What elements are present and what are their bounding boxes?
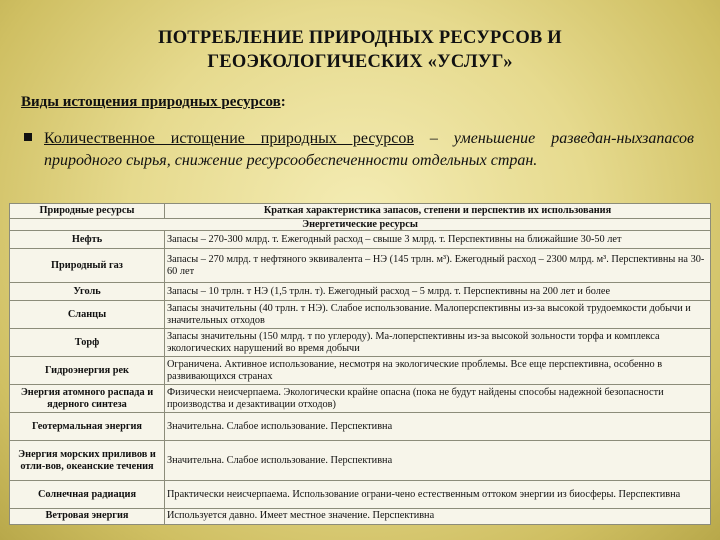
resource-name: Энергия морских приливов и отли-вов, океанские течения <box>10 441 165 481</box>
table-row <box>10 301 711 329</box>
subtitle-colon: : <box>280 94 286 110</box>
resource-description: Используется давно. Имеет местное значение. Перспективна <box>165 509 711 524</box>
resource-name: Ветровая энергия <box>10 509 165 524</box>
table-row <box>10 329 711 357</box>
resource-description: Ограничена. Активное использование, несмотря на экологические проблемы. Все еще перспективна, особенно в развивающихся странах <box>165 357 711 385</box>
resource-name: Солнечная радиация <box>10 481 165 509</box>
bullet-term: Количественное истощение природных ресурсов <box>44 130 414 147</box>
resource-description: Запасы значительны (150 млрд. т по углероду). Ма-лоперспективны из-за высокой зольности торфа и комплекса экологических нарушений во время добычи <box>165 329 711 357</box>
square-bullet-icon <box>24 133 32 141</box>
resource-name: Природный газ <box>10 249 165 283</box>
table-row <box>10 385 711 413</box>
table-row <box>10 481 711 509</box>
table-row <box>10 413 711 441</box>
resource-name: Энергия атомного распада и ядерного синтеза <box>10 385 165 413</box>
header-description: Краткая характеристика запасов, степени и перспектив их использования <box>165 204 711 219</box>
bullet-point <box>24 128 694 172</box>
resource-description: Запасы – 270-300 млрд. т. Ежегодный расход – свыше 3 млрд. т. Перспективны на ближайшие 30-50 лет <box>165 231 711 249</box>
resource-name: Гидроэнергия рек <box>10 357 165 385</box>
slide-subtitle <box>21 93 286 111</box>
table-header-row <box>10 204 711 219</box>
resource-description: Практически неисчерпаема. Использование ограни-чено естественным оттоком энергии из биосферы. Перспективна <box>165 481 711 509</box>
subtitle-text: Виды истощения природных ресурсов <box>21 94 281 110</box>
resource-description: Значительна. Слабое использование. Перспективна <box>165 413 711 441</box>
resource-name: Уголь <box>10 283 165 301</box>
resource-description: Значительна. Слабое использование. Перспективна <box>165 441 711 481</box>
resource-description: Запасы – 270 млрд. т нефтяного эквивалента – НЭ (145 трлн. м³). Ежегодный расход – 2300 млрд. м³. Перспективны на 30-60 лет <box>165 249 711 283</box>
resources-table <box>9 203 711 525</box>
resource-description: Запасы значительны (40 трлн. т НЭ). Слабое использование. Малоперспективны из-за высокой трудоемкости добычи и значительных отходов <box>165 301 711 329</box>
resource-name: Геотермальная энергия <box>10 413 165 441</box>
table-row <box>10 283 711 301</box>
resource-name: Торф <box>10 329 165 357</box>
resource-description: Физически неисчерпаема. Экологически крайне опасна (пока не будут найдены способы надежной безопасности производства и дезактивации отходов) <box>165 385 711 413</box>
resource-name: Сланцы <box>10 301 165 329</box>
bullet-text <box>44 128 694 172</box>
table-row <box>10 249 711 283</box>
resource-name: Нефть <box>10 231 165 249</box>
table-row <box>10 509 711 524</box>
table-section-row <box>10 219 711 231</box>
resource-description: Запасы – 10 трлн. т НЭ (1,5 трлн. т). Ежегодный расход – 5 млрд. т. Перспективны на 200 лет и более <box>165 283 711 301</box>
table-row <box>10 441 711 481</box>
header-resource: Природные ресурсы <box>10 204 165 219</box>
bullet-definition: – уменьшение разведан-ныхзапасов природного сырья, снижение ресурсообеспеченности отдельных стран. <box>44 130 695 169</box>
table-row <box>10 231 711 249</box>
section-energy: Энергетические ресурсы <box>10 219 711 231</box>
table-row <box>10 357 711 385</box>
slide-title: ПОТРЕБЛЕНИЕ ПРИРОДНЫХ РЕСУРСОВ И ГЕОЭКОЛОГИЧЕСКИХ «УСЛУГ» <box>158 28 562 72</box>
